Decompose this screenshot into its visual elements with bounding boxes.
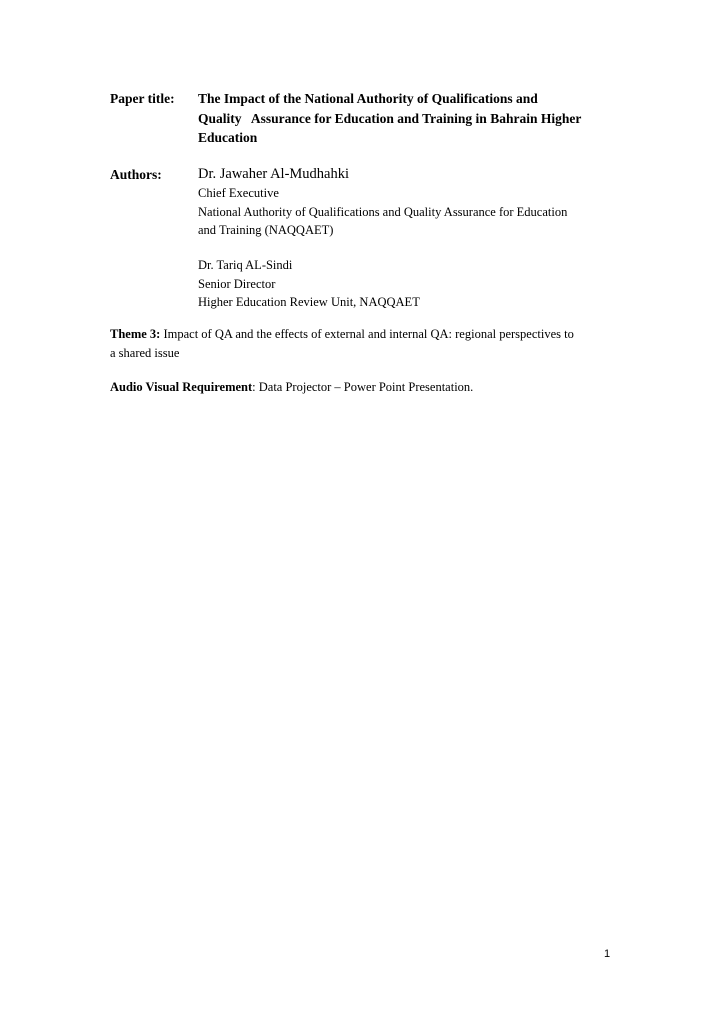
av-requirement-label: Audio Visual Requirement bbox=[110, 380, 253, 394]
paper-title-line: Education bbox=[198, 130, 258, 145]
paper-title bbox=[198, 89, 630, 148]
author-role: Senior Director bbox=[198, 276, 276, 291]
theme-text: Impact of QA and the effects of external and internal QA: regional perspectives to bbox=[160, 327, 574, 341]
author-name: Dr. Jawaher Al-Mudhahki bbox=[198, 166, 350, 182]
page-number: 1 bbox=[604, 948, 611, 960]
author-1 bbox=[198, 165, 630, 240]
paper-title-line: Quality Assurance for Education and Training in Bahrain Higher bbox=[198, 110, 582, 126]
theme-section bbox=[110, 325, 630, 363]
authors-label: Authors: bbox=[110, 167, 162, 182]
av-requirement-section bbox=[110, 378, 630, 397]
author-name: Dr. Tariq AL-Sindi bbox=[198, 258, 293, 272]
paper-title-line: The Impact of the National Authority of Qualifications and bbox=[198, 91, 538, 106]
author-role: Chief Executive bbox=[198, 186, 279, 200]
author-affiliation: National Authority of Qualifications and Quality Assurance for Education bbox=[198, 204, 568, 219]
author-2 bbox=[198, 256, 630, 312]
theme-text: a shared issue bbox=[110, 346, 180, 360]
theme-label: Theme 3: bbox=[110, 327, 161, 341]
paper-title-label: Paper title: bbox=[110, 91, 175, 106]
author-affiliation: and Training (NAQQAET) bbox=[198, 223, 334, 237]
av-requirement-text: : Data Projector – Power Point Presentation. bbox=[252, 380, 474, 394]
author-affiliation: Higher Education Review Unit, NAQQAET bbox=[198, 295, 420, 309]
